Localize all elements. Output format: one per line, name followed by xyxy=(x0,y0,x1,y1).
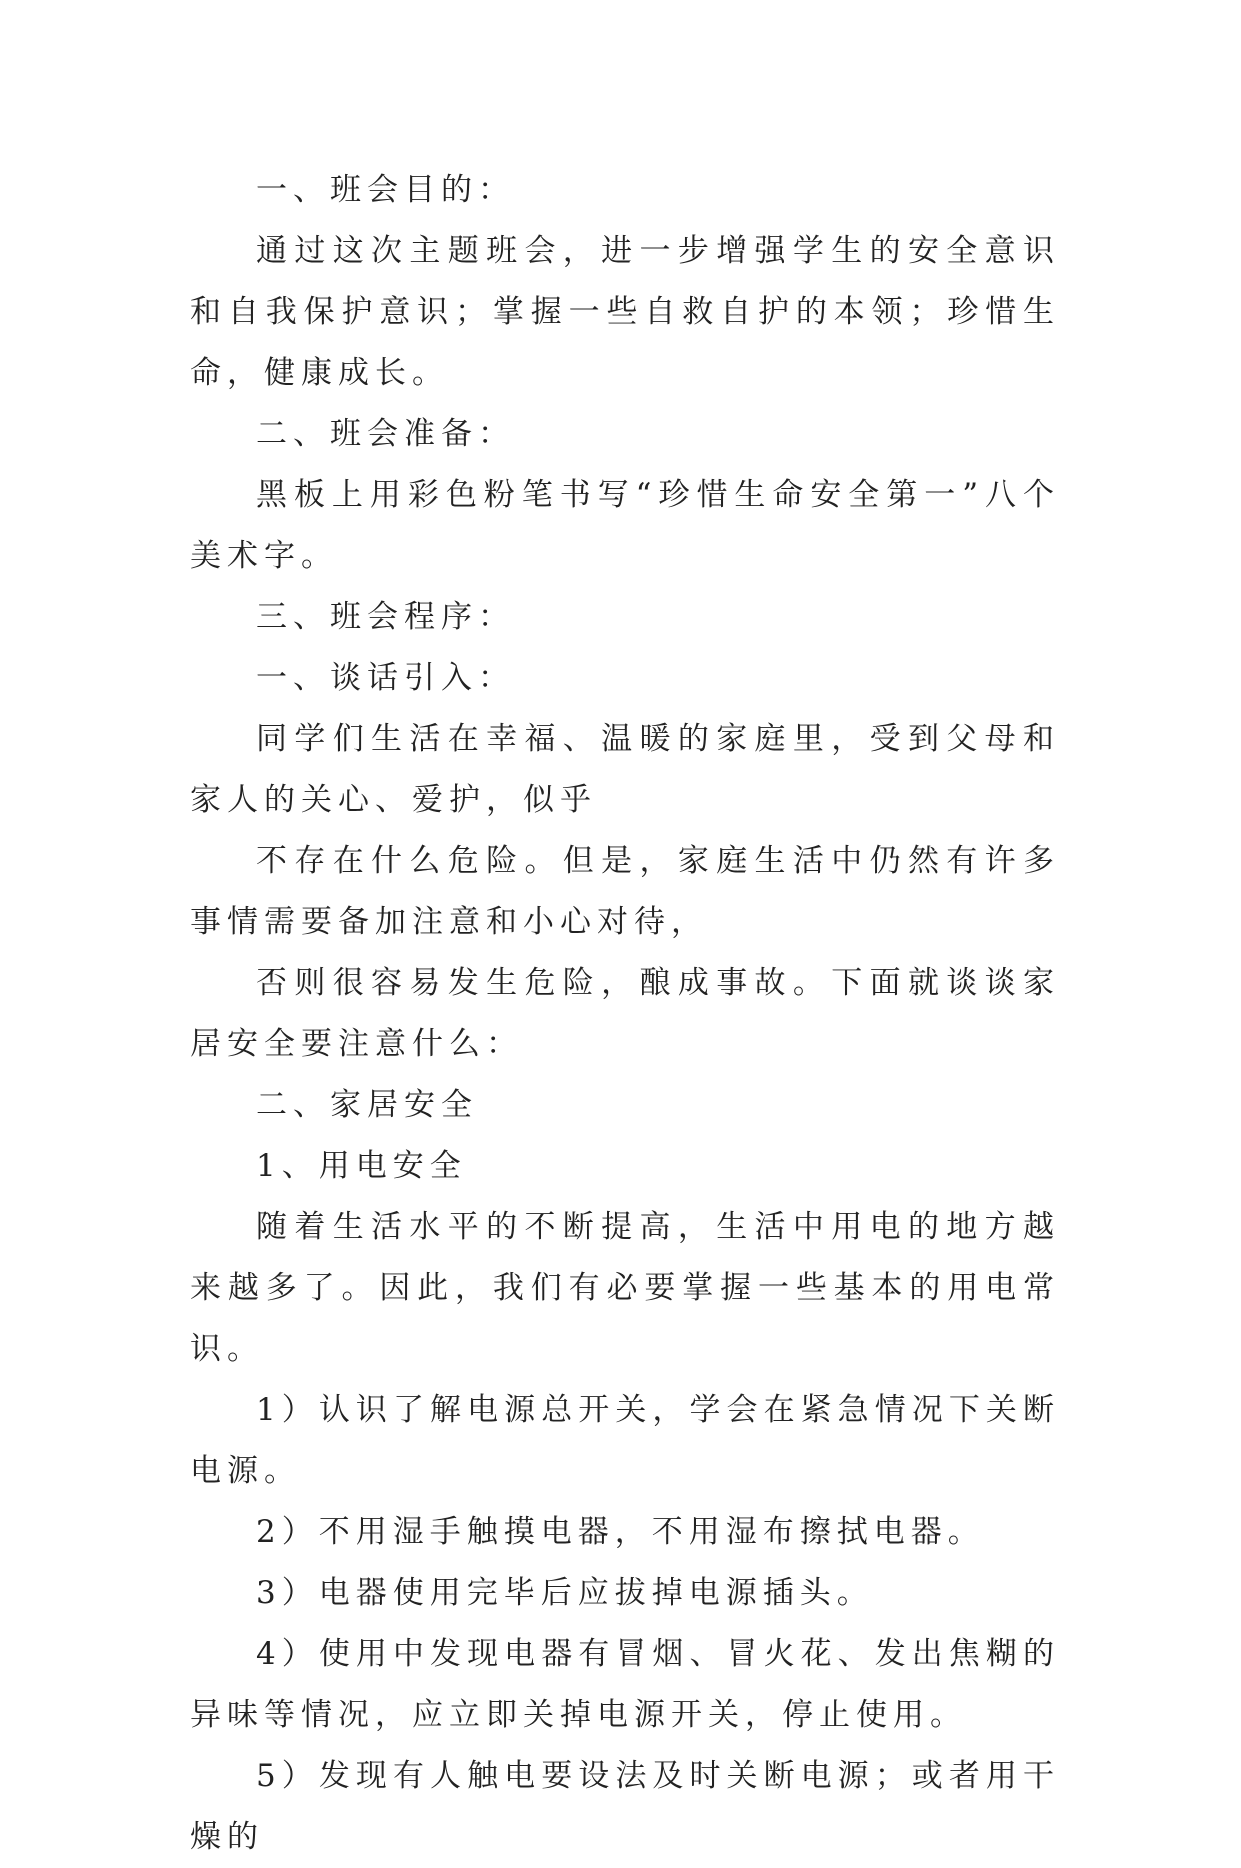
list-item-3: 3）电器使用完毕后应拔掉电源插头。 xyxy=(256,1575,874,1611)
heading-meeting-purpose: 一、班会目的： xyxy=(256,172,515,208)
paragraph-preparation-text: 黑板上用彩色粉笔书写“珍惜生命安全第一”八个美术字。 xyxy=(190,477,1060,574)
heading-meeting-procedure: 三、班会程序： xyxy=(256,599,515,635)
list-item-5: 5）发现有人触电要设法及时关断电源；或者用干燥的 xyxy=(190,1758,1060,1855)
paragraph-electricity-intro: 随着生活水平的不断提高，生活中用电的地方越来越多了。因此，我们有必要掌握一些基本的用电常识。 xyxy=(190,1209,1060,1367)
heading-meeting-preparation: 二、班会准备： xyxy=(256,416,515,452)
document-body xyxy=(190,160,1060,1868)
paragraph-purpose-text: 通过这次主题班会，进一步增强学生的安全意识和自我保护意识；掌握一些自救自护的本领；珍惜生命，健康成长。 xyxy=(190,233,1060,391)
paragraph-intro-2: 不存在什么危险。但是，家庭生活中仍然有许多事情需要备加注意和小心对待， xyxy=(190,843,1060,940)
list-item-4: 4）使用中发现电器有冒烟、冒火花、发出焦糊的异味等情况，应立即关掉电源开关，停止使用。 xyxy=(190,1636,1060,1733)
heading-introduction: 一、谈话引入： xyxy=(256,660,515,696)
list-item-1: 1）认识了解电源总开关，学会在紧急情况下关断电源。 xyxy=(190,1392,1060,1489)
heading-electricity-safety: 1、用电安全 xyxy=(256,1148,467,1184)
paragraph-intro-1: 同学们生活在幸福、温暖的家庭里，受到父母和家人的关心、爱护，似乎 xyxy=(190,721,1060,818)
paragraph-intro-3: 否则很容易发生危险，酿成事故。下面就谈谈家居安全要注意什么： xyxy=(190,965,1060,1062)
list-item-2: 2）不用湿手触摸电器，不用湿布擦拭电器。 xyxy=(256,1514,985,1550)
heading-home-safety: 二、家居安全 xyxy=(256,1087,478,1123)
